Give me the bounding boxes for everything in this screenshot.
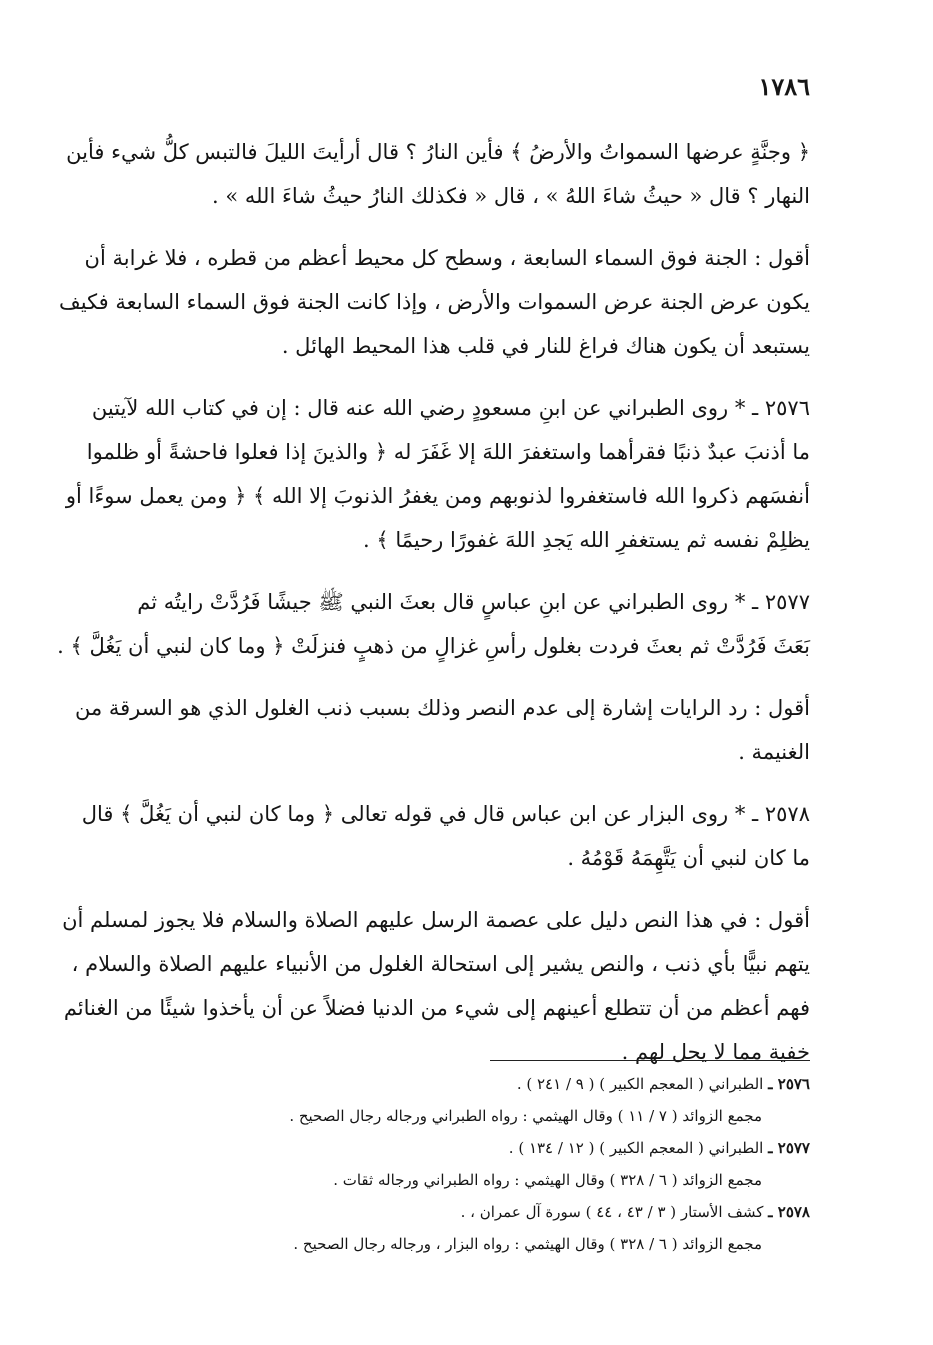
paragraph xyxy=(70,792,810,880)
paragraph xyxy=(59,236,810,368)
footnote-number: ٢٥٧٨ ـ xyxy=(768,1203,810,1221)
text-line: يتهم نبيًّا بأي ذنب ، والنص يشير إلى استحالة الغلول من الأنبياء عليهم الصلاة والسلام ، xyxy=(71,952,810,976)
text-line: ٢٥٧٨ ـ * روى البزار عن ابن عباس قال في قوله تعالى ﴿ وما كان لنبي أن يَغُلَّ ﴾ قال xyxy=(81,802,810,826)
text-line: النهار ؟ قال « حيثُ شاءَ اللهُ » ، قال « فكذلك النارُ حيثُ شاءَ الله » . xyxy=(211,184,810,208)
text-line: فهم أعظم من أن تتطلع أعينهم إلى شيء من الدنيا فضلاً عن أن يأخذوا شيئًا من الغنائم xyxy=(63,996,810,1020)
book-page xyxy=(57,0,810,1345)
text-line: خفية مما لا يحل لهم . xyxy=(621,1040,810,1064)
text-line: الغنيمة . xyxy=(738,740,810,764)
text-line: ﴿ وجنَّةٍ عرضها السمواتُ والأرضُ ﴾ فأين النارُ ؟ قال أرأيتَ الليلَ فالتبس كلُّ شيء فأين xyxy=(66,140,810,164)
text-line: ٢٥٧٧ ـ * روى الطبراني عن ابنِ عباسٍ قال بعثَ النبي ﷺ جيشًا فَرُدَّتْ رايتُه ثم xyxy=(137,590,810,614)
footnote xyxy=(70,1100,810,1132)
text-line: أقول : رد الرايات إشارة إلى عدم النصر وذلك بسبب ذنب الغلول الذي هو السرقة من xyxy=(74,696,810,720)
footnotes xyxy=(70,1068,810,1260)
paragraph xyxy=(66,130,810,218)
footnote-text: مجمع الزوائد ( ٧ / ١١ ) وقال الهيثمي : رواه الطبراني ورجاله رجال الصحيح . xyxy=(289,1107,762,1125)
paragraph xyxy=(70,686,810,774)
footnote-text: كشف الأستار ( ٣ / ٤٣ ، ٤٤ ) سورة آل عمران ، . xyxy=(460,1203,764,1221)
footnote-text: الطبراني ( المعجم الكبير ) ( ١٢ / ١٣٤ ) . xyxy=(508,1139,764,1157)
text-line: يظلِمْ نفسه ثم يستغفرِ الله يَجدِ اللهَ غفورًا رحيمًا ﴾ . xyxy=(362,528,810,552)
text-line: ما كان لنبي أن يَتَّهِمَهُ قَوْمُهُ . xyxy=(567,846,810,870)
text-line: أقول : الجنة فوق السماء السابعة ، وسطح كل محيط أعظم من قطره ، فلا غرابة أن xyxy=(84,246,810,270)
footnote xyxy=(70,1132,810,1164)
footnote xyxy=(70,1068,810,1100)
paragraph xyxy=(65,386,810,562)
footnote-number: ٢٥٧٧ ـ xyxy=(768,1139,810,1157)
text-line: ما أذنبَ عبدٌ ذنبًا فقرأهما واستغفرَ اللهَ إلا غَفَرَ له ﴿ والذينَ إذا فعلوا فاحشةً أو ظلموا xyxy=(86,440,810,464)
footnote-text: الطبراني ( المعجم الكبير ) ( ٩ / ٢٤١ ) . xyxy=(516,1075,764,1093)
footnote-text: مجمع الزوائد ( ٦ / ٣٢٨ ) وقال الهيثمي : رواه البزار ، ورجاله رجال الصحيح . xyxy=(293,1235,762,1253)
footnote xyxy=(70,1228,810,1260)
text-line: أقول : في هذا النص دليل على عصمة الرسل عليهم الصلاة والسلام فلا يجوز لمسلم أن xyxy=(62,908,810,932)
text-line: يكون عرض الجنة عرض السموات والأرض ، وإذا كانت الجنة فوق السماء السابعة فكيف xyxy=(59,290,810,314)
text-line: ٢٥٧٦ ـ * روى الطبراني عن ابنِ مسعودٍ رضي الله عنه قال : إن في كتاب الله لآيتين xyxy=(91,396,810,420)
footnote xyxy=(70,1196,810,1228)
text-line: بَعَثَ فَرُدَّتْ ثم بعثَ فردت بغلول رأسِ غزالٍ من ذهبٍ فنزلَتْ ﴿ وما كان لنبي أن يَغُلَّ ﴾ . xyxy=(57,634,810,658)
text-line: أنفسَهم ذكروا الله فاستغفروا لذنوبهم ومن يغفرُ الذنوبَ إلا الله ﴾ ﴿ ومن يعمل سوءًا أو xyxy=(65,484,810,508)
page-number: ١٧٨٦ xyxy=(758,72,810,101)
footnote xyxy=(70,1164,810,1196)
text-line: يستبعد أن يكون هناك فراغ للنار في قلب هذا المحيط الهائل . xyxy=(281,334,810,358)
paragraph xyxy=(57,580,810,668)
footnote-number: ٢٥٧٦ ـ xyxy=(768,1075,810,1093)
footnote-text: مجمع الزوائد ( ٦ / ٣٢٨ ) وقال الهيثمي : رواه الطبراني ورجاله ثقات . xyxy=(333,1171,762,1189)
paragraph xyxy=(62,898,810,1074)
main-text xyxy=(57,130,810,1092)
footnote-divider xyxy=(490,1060,810,1061)
